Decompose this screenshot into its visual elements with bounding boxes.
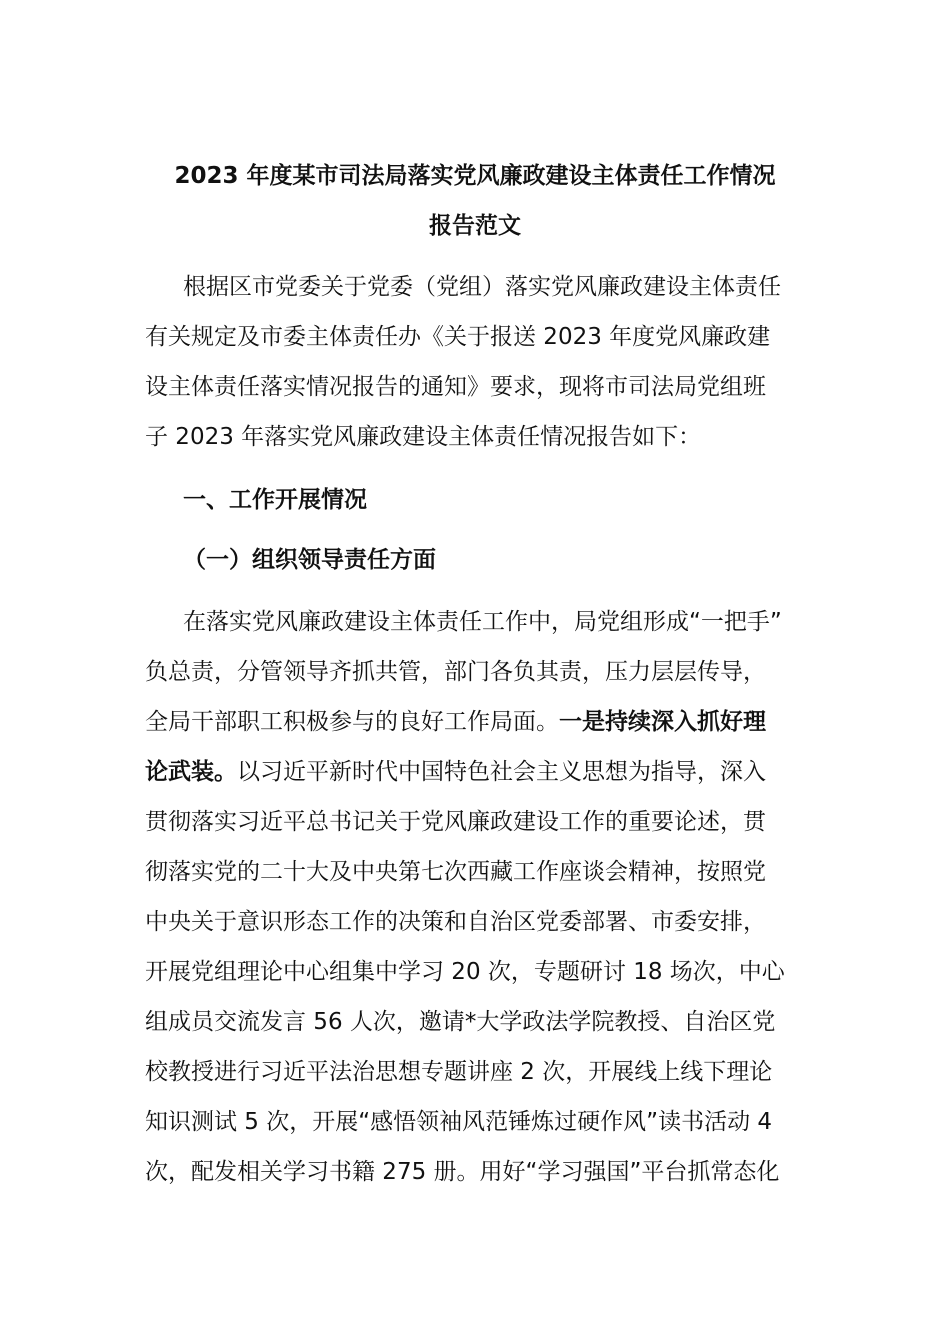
section-heading: 一、工作开展情况	[183, 487, 367, 513]
body-line: 知识测试 5 次，开展“感悟领袖风范锤炼过硬作风”读书活动 4	[145, 1109, 773, 1135]
body-line: 彻落实党的二十大及中央第七次西藏工作座谈会精神，按照党	[145, 859, 766, 885]
body-line: 中央关于意识形态工作的决策和自治区党委部署、市委安排，	[145, 909, 766, 935]
body-line: 次，配发相关学习书籍 275 册。用好“学习强国”平台抓常态化	[145, 1159, 780, 1185]
document-title-line-1: 2023 年度某市司法局落实党风廉政建设主体责任工作情况	[174, 163, 776, 189]
body-line: 贯彻落实习近平总书记关于党风廉政建设工作的重要论述，贯	[145, 809, 766, 835]
body-text: 以习近平新时代中国特色社会主义思想为指导，深入	[237, 759, 766, 785]
intro-line: 根据区市党委关于党委（党组）落实党风廉政建设主体责任	[183, 274, 781, 300]
body-line: 校教授进行习近平法治思想专题讲座 2 次，开展线上线下理论	[145, 1059, 773, 1085]
intro-line: 子 2023 年落实党风廉政建设主体责任情况报告如下：	[145, 424, 702, 450]
intro-paragraph	[145, 262, 810, 462]
body-line: 负总责，分管领导齐抓共管，部门各负其责，压力层层传导，	[145, 659, 766, 685]
body-text: 全局干部职工积极参与的良好工作局面。	[145, 709, 559, 735]
body-line: 组成员交流发言 56 人次，邀请*大学政法学院教授、自治区党	[145, 1009, 776, 1035]
body-line: 在落实党风廉政建设主体责任工作中，局党组形成“一把手”	[183, 609, 782, 635]
body-line	[145, 697, 810, 747]
body-paragraph	[145, 597, 810, 1197]
emphasis-text: 论武装。	[145, 759, 237, 785]
emphasis-text: 一是持续深入抓好理	[559, 709, 766, 735]
document-title-line-2: 报告范文	[429, 213, 521, 239]
intro-line: 有关规定及市委主体责任办《关于报送 2023 年度党风廉政建	[145, 324, 771, 350]
intro-line: 设主体责任落实情况报告的通知》要求，现将市司法局党组班	[145, 374, 766, 400]
body-line	[145, 747, 810, 797]
body-line: 开展党组理论中心组集中学习 20 次，专题研讨 18 场次，中心	[145, 959, 785, 985]
subsection-heading: （一）组织领导责任方面	[183, 547, 436, 573]
